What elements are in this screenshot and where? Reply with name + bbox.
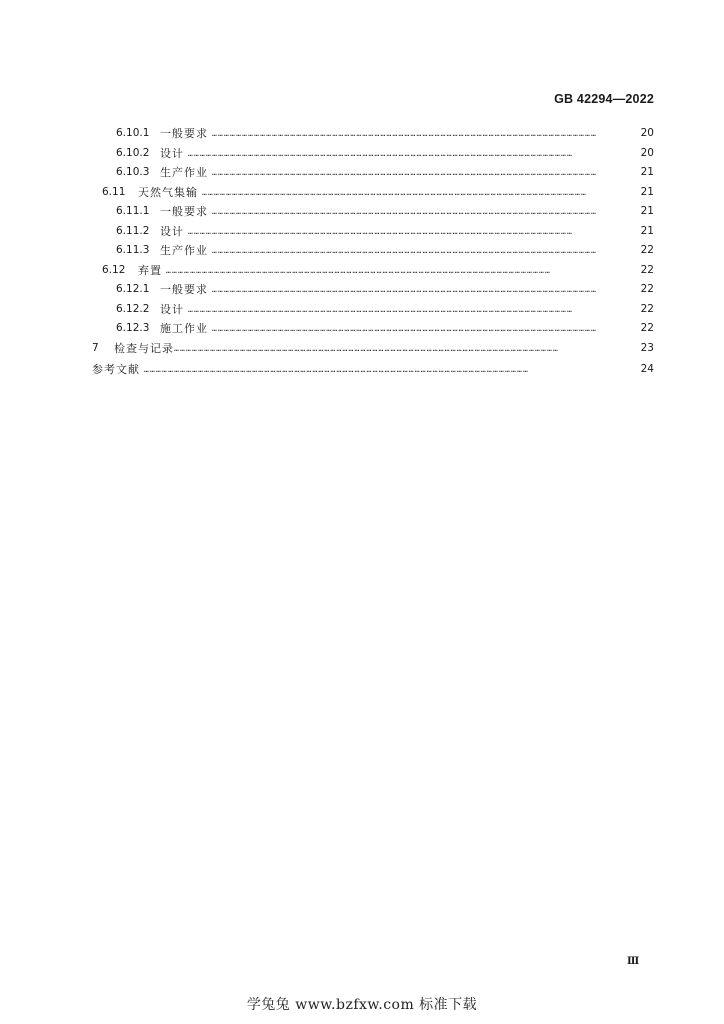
toc-entry-title: 设计: [160, 146, 184, 160]
toc-entry-number: 6.11.2: [116, 224, 150, 237]
toc-leader-dots: …………………………………………………………………………………………………………………………………………………………………………: [188, 226, 574, 236]
toc-entry-title: 一般要求: [160, 283, 208, 296]
toc-entry-6-11-2[interactable]: [116, 222, 654, 241]
toc-entry-page: 20: [640, 127, 654, 139]
toc-entry-number: 6.11: [102, 185, 126, 198]
toc-entry-page: 22: [640, 302, 654, 315]
toc-entry-6-10-3[interactable]: [116, 163, 654, 182]
toc-entry-page: 21: [640, 166, 654, 178]
toc-leader-dots: …………………………………………………………………………………………………………………………………………………………………………: [212, 207, 598, 216]
toc-entry-title: 生产作业: [160, 244, 208, 257]
toc-leader-dots: …………………………………………………………………………………………………………………………………………………………………………: [212, 129, 598, 138]
toc-leader-dots: …………………………………………………………………………………………………………………………………………………………………………: [144, 365, 530, 374]
toc-leader-dots: …………………………………………………………………………………………………………………………………………………………………………: [188, 148, 574, 158]
toc-entry-title: 施工作业: [160, 322, 208, 335]
toc-entry-page: 22: [640, 322, 654, 334]
toc-entry-number: 6.10.3: [116, 166, 150, 178]
toc-leader-dots: …………………………………………………………………………………………………………………………………………………………………………: [212, 168, 598, 177]
toc-entry-title: 一般要求: [160, 205, 208, 218]
toc-entry-title: 设计: [160, 224, 184, 238]
toc-entry-references[interactable]: [92, 360, 654, 379]
toc-entry-title: 一般要求: [160, 127, 208, 140]
toc-entry-number: 6.12: [102, 263, 126, 276]
toc-entry-title: 生产作业: [160, 166, 208, 179]
page-number: Ⅲ: [627, 956, 639, 967]
toc-entry-title: 设计: [160, 302, 184, 316]
toc-entry-page: 20: [640, 146, 654, 159]
toc-entry-page: 24: [640, 363, 654, 375]
toc-leader-dots: …………………………………………………………………………………………………………………………………………………………………………: [188, 304, 574, 314]
toc-entry-6-11-3[interactable]: [116, 241, 654, 260]
standard-code: GB 42294—2022: [554, 92, 654, 106]
toc-entry-page: 22: [640, 244, 654, 256]
toc-entry-page: 22: [640, 263, 654, 276]
toc-entry-page: 21: [640, 205, 654, 217]
toc-entry-title: 天然气集输: [138, 185, 198, 199]
toc-entry-7[interactable]: [92, 339, 654, 358]
toc-entry-number: 6.11.3: [116, 244, 150, 256]
toc-entry-number: 6.12.1: [116, 283, 150, 295]
toc-leader-dots: …………………………………………………………………………………………………………………………………………………………………………: [202, 187, 588, 197]
toc-leader-dots: …………………………………………………………………………………………………………………………………………………………………………: [212, 324, 598, 333]
toc-leader-dots: …………………………………………………………………………………………………………………………………………………………………………: [166, 265, 552, 275]
toc-leader-dots: …………………………………………………………………………………………………………………………………………………………………………: [174, 344, 560, 353]
toc-entry-number: 6.10.2: [116, 146, 150, 159]
toc-entry-page: 21: [640, 224, 654, 237]
toc-leader-dots: …………………………………………………………………………………………………………………………………………………………………………: [212, 285, 598, 294]
toc-entry-page: 23: [640, 342, 654, 354]
toc-entry-6-12-1[interactable]: [116, 280, 654, 299]
toc-entry-number: 6.10.1: [116, 127, 150, 139]
toc-entry-6-10-2[interactable]: [116, 144, 654, 163]
toc-entry-number: 6.12.2: [116, 302, 150, 315]
toc-entry-6-11[interactable]: [102, 183, 654, 202]
toc-entry-6-12[interactable]: [102, 261, 654, 280]
toc-entry-page: 21: [640, 185, 654, 198]
footer-watermark: 学兔兔 www.bzfxw.com 标准下载: [246, 997, 478, 1013]
toc-entry-page: 22: [640, 283, 654, 295]
toc-entry-title: 弃置: [138, 263, 162, 277]
toc-leader-dots: …………………………………………………………………………………………………………………………………………………………………………: [212, 246, 598, 255]
toc-entry-title: 参考文献: [92, 363, 140, 376]
toc-entry-6-10-1[interactable]: [116, 124, 654, 143]
toc-entry-6-11-1[interactable]: [116, 202, 654, 221]
toc-entry-number: 7: [92, 342, 99, 354]
toc-entry-number: 6.11.1: [116, 205, 150, 217]
toc-entry-6-12-3[interactable]: [116, 319, 654, 338]
toc-entry-title: 检查与记录: [114, 342, 174, 355]
toc-entry-number: 6.12.3: [116, 322, 150, 334]
toc-entry-6-12-2[interactable]: [116, 300, 654, 319]
